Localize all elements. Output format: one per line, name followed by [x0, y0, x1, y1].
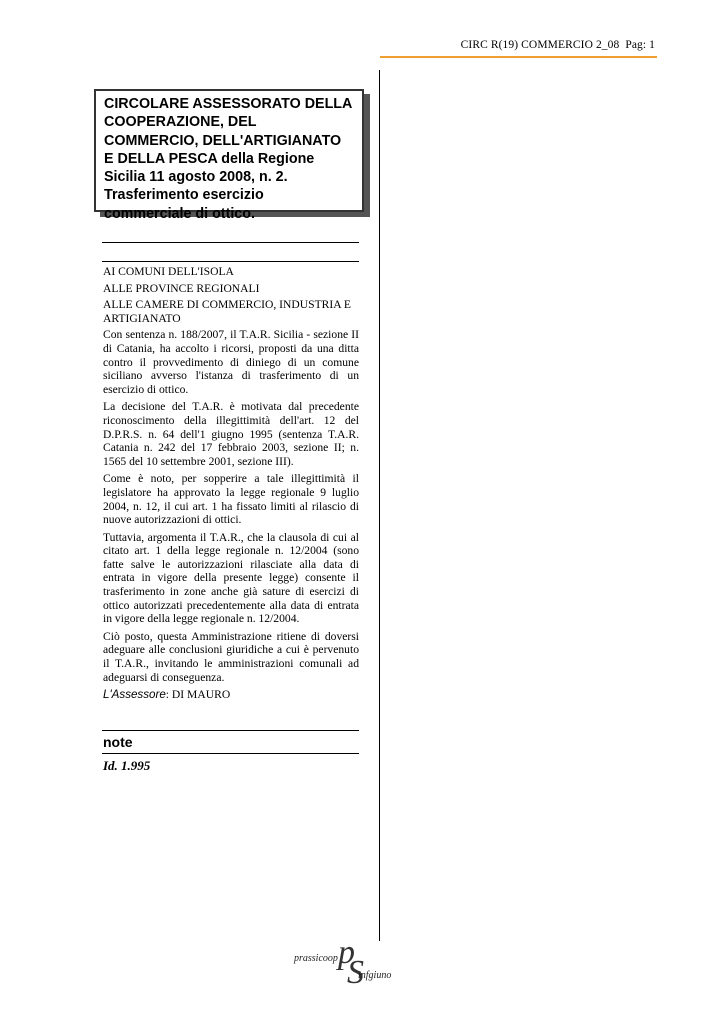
divider-rule	[102, 730, 359, 731]
publisher-logo	[290, 934, 430, 996]
document-title: CIRCOLARE ASSESSORATO DELLA COOPERAZIONE, DEL COMMERCIO, DELL'ARTIGIANATO E DELLA PESCA della Regione Sicilia 11 agosto 2008, n. 2. Trasferimento esercizio commerciale di ottico.	[104, 96, 352, 222]
circular-body	[103, 265, 359, 706]
body-paragraph: Ciò posto, questa Amministrazione ritiene di doversi adeguare alle conclusioni giuridiche a cui è pervenuto il T.A.R., invitando le amministrazioni comunali ad adeguarsi di conseguenza.	[103, 629, 359, 684]
recipient-line: ALLE PROVINCE REGIONALI	[103, 281, 260, 295]
divider-rule	[102, 753, 359, 754]
divider-rule	[102, 242, 359, 243]
body-paragraph: La decisione del T.A.R. è motivata dal precedente riconoscimento della illegittimità dell'art. 12 del D.P.R.S. n. 64 dell'1 giugno 1995 (sentenza T.A.R. Catania n. 242 del 17 febbraio 2003, sezione II; n. 1565 del 10 settembre 2001, sezione III).	[103, 400, 359, 468]
signature-name: : DI MAURO	[165, 688, 231, 702]
body-paragraph: Con sentenza n. 188/2007, il T.A.R. Sicilia - sezione II di Catania, ha accolto i ricorsi, proposti da una ditta contro il provvedimento di diniego di un comune siciliano avverso l'istanza di trasferimento di un esercizio di ottico.	[103, 328, 359, 396]
page-header	[461, 39, 655, 51]
signature-label: L'Assessore	[103, 688, 166, 702]
notes-heading: note	[103, 734, 133, 750]
document-id: Id. 1.995	[103, 758, 151, 773]
signature-line	[103, 688, 359, 702]
divider-rule	[102, 261, 359, 262]
logo-letter-s: S	[347, 954, 364, 991]
document-reference: CIRC R(19) COMMERCIO 2_08	[460, 39, 620, 51]
logo-word-prassicoop: prassicoop	[294, 953, 338, 964]
column-divider	[379, 70, 380, 941]
logo-letter-p: p	[338, 934, 355, 971]
header-rule	[380, 56, 657, 58]
title-box	[94, 89, 364, 222]
logo-word-infgiuno: infgiuno	[358, 970, 392, 981]
body-paragraph: Come è noto, per sopperire a tale illegittimità il legislatore ha approvato la legge regionale 9 luglio 2004, n. 12, il cui art. 1 ha fissato limiti al rilascio di nuove autorizzazioni di ottici.	[103, 472, 359, 527]
recipient-line: ALLE CAMERE DI COMMERCIO, INDUSTRIA E ARTIGIANATO	[103, 298, 351, 325]
body-paragraph: Tuttavia, argomenta il T.A.R., che la clausola di cui al citato art. 1 della legge regionale n. 12/2004 (sono fatte salve le autorizzazioni rilasciate alla data di entrata in vigore della presente legge) consente il trasferimento in zone anche già sature di esercizi di ottico autorizzati precedentemente alla data di entrata in vigore della legge regionale n. 12/2004.	[103, 530, 359, 626]
recipient-line: AI COMUNI DELL'ISOLA	[103, 265, 234, 278]
page-number: Pag: 1	[625, 39, 655, 51]
